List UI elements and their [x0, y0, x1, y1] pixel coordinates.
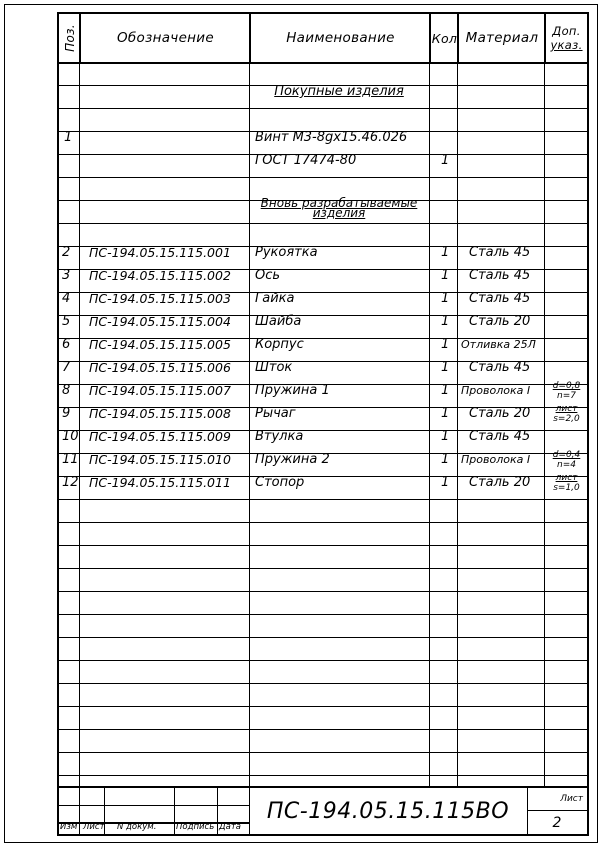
item-note: d=0,4 n=4 [552, 450, 581, 470]
item-qty: 1 [441, 475, 450, 490]
item-pos: 6 [62, 337, 71, 352]
item-name: Шайба [255, 314, 302, 329]
row-line [59, 775, 587, 776]
row-line [59, 729, 587, 730]
header-name: Наименование [251, 14, 431, 62]
item-name: Рукоятка [255, 245, 318, 260]
sheet-number: 2 [527, 810, 587, 834]
specification-sheet [57, 12, 589, 836]
item-designation: ПС-194.05.15.115.003 [89, 291, 231, 306]
row-line [59, 108, 587, 109]
item-name: Ось [255, 268, 281, 283]
tb-label-doc: N докум. [117, 822, 157, 832]
item-name: Гайка [255, 291, 295, 306]
header-designation: Обозначение [81, 14, 251, 62]
item-pos: 7 [62, 360, 71, 375]
item-material: Сталь 45 [469, 268, 531, 283]
row-line [59, 591, 587, 592]
tb-label-sheet: Лист [83, 822, 105, 832]
row-line [59, 545, 587, 546]
item-pos: 10 [62, 429, 79, 444]
tb-label-change: Изм [60, 822, 78, 832]
item-name: Рычаг [255, 406, 296, 421]
item-qty: 1 [441, 452, 450, 467]
item-pos: 4 [62, 291, 71, 306]
item-note: лист s=1,0 [553, 473, 580, 493]
title-block [59, 786, 587, 834]
row-line [59, 177, 587, 178]
item-material: Отливка 25Л [461, 338, 536, 351]
item-qty: 1 [441, 406, 450, 421]
col-divider [79, 14, 80, 786]
sheet-label: Лист [560, 794, 583, 804]
purchased-qty: 1 [441, 153, 450, 168]
header-pos: Поз. [59, 14, 81, 62]
item-pos: 2 [62, 245, 71, 260]
item-designation: ПС-194.05.15.115.011 [89, 475, 231, 490]
purchased-name-1: Винт М3-8gx15.46.026 [255, 130, 408, 145]
row-line [59, 522, 587, 523]
tb-divider [174, 788, 175, 834]
item-qty: 1 [441, 360, 450, 375]
item-designation: ПС-194.05.15.115.008 [89, 406, 231, 421]
item-material: Сталь 45 [469, 360, 531, 375]
item-pos: 8 [62, 383, 71, 398]
col-divider [544, 14, 545, 786]
item-material: Сталь 20 [469, 406, 531, 421]
col-divider [457, 14, 458, 786]
item-designation: ПС-194.05.15.115.001 [89, 245, 231, 260]
item-designation: ПС-194.05.15.115.006 [89, 360, 231, 375]
item-name: Стопор [255, 475, 305, 490]
item-material: Сталь 45 [469, 429, 531, 444]
header-qty: Кол [431, 14, 459, 62]
item-designation: ПС-194.05.15.115.005 [89, 337, 231, 352]
item-designation: ПС-194.05.15.115.004 [89, 314, 231, 329]
row-line [59, 223, 587, 224]
tb-row-line [59, 805, 249, 806]
document-designation: ПС-194.05.15.115ВО [266, 798, 510, 824]
item-pos: 9 [62, 406, 71, 421]
section-purchased: Покупные изделия [274, 84, 404, 99]
row-line [59, 752, 587, 753]
item-pos: 12 [62, 475, 79, 490]
tb-label-signature: Подпись [176, 822, 215, 832]
item-name: Шток [255, 360, 293, 375]
header-divider [59, 62, 587, 64]
item-material: Сталь 45 [469, 291, 531, 306]
item-qty: 1 [441, 245, 450, 260]
item-designation: ПС-194.05.15.115.009 [89, 429, 231, 444]
item-designation: ПС-194.05.15.115.002 [89, 268, 231, 283]
item-qty: 1 [441, 429, 450, 444]
row-line [59, 637, 587, 638]
item-pos: 3 [62, 268, 71, 283]
item-designation: ПС-194.05.15.115.007 [89, 383, 231, 398]
item-name: Пружина 2 [255, 452, 330, 467]
row-line [59, 660, 587, 661]
col-divider [249, 14, 250, 786]
item-material: Сталь 45 [469, 245, 531, 260]
item-name: Втулка [255, 429, 304, 444]
item-material: Проволока I [461, 453, 531, 466]
item-material: Проволока I [461, 384, 531, 397]
item-qty: 1 [441, 291, 450, 306]
item-name: Пружина 1 [255, 383, 330, 398]
col-divider [429, 14, 430, 786]
item-material: Сталь 20 [469, 314, 531, 329]
header-note: Доп. указ. [550, 24, 583, 52]
item-note: d=0,8 n=7 [552, 381, 581, 401]
item-pos: 5 [62, 314, 71, 329]
item-material: Сталь 20 [469, 475, 531, 490]
item-designation: ПС-194.05.15.115.010 [89, 452, 231, 467]
row-line [59, 706, 587, 707]
purchased-name-2: ГОСТ 17474-80 [255, 153, 357, 168]
item-qty: 1 [441, 383, 450, 398]
row-line [59, 683, 587, 684]
section-new: Вновь разрабатываемые изделия [260, 196, 418, 220]
row-line [59, 614, 587, 615]
tb-label-date: Дата [219, 822, 242, 832]
item-qty: 1 [441, 268, 450, 283]
tb-divider [217, 788, 218, 834]
item-note: лист s=2,0 [553, 404, 580, 424]
item-pos: 11 [62, 452, 79, 467]
item-qty: 1 [441, 337, 450, 352]
tb-divider [79, 788, 80, 834]
item-qty: 1 [441, 314, 450, 329]
row-line [59, 499, 587, 500]
row-line [59, 568, 587, 569]
item-name: Корпус [255, 337, 304, 352]
header-material: Материал [459, 14, 546, 62]
purchased-pos: 1 [64, 130, 73, 145]
